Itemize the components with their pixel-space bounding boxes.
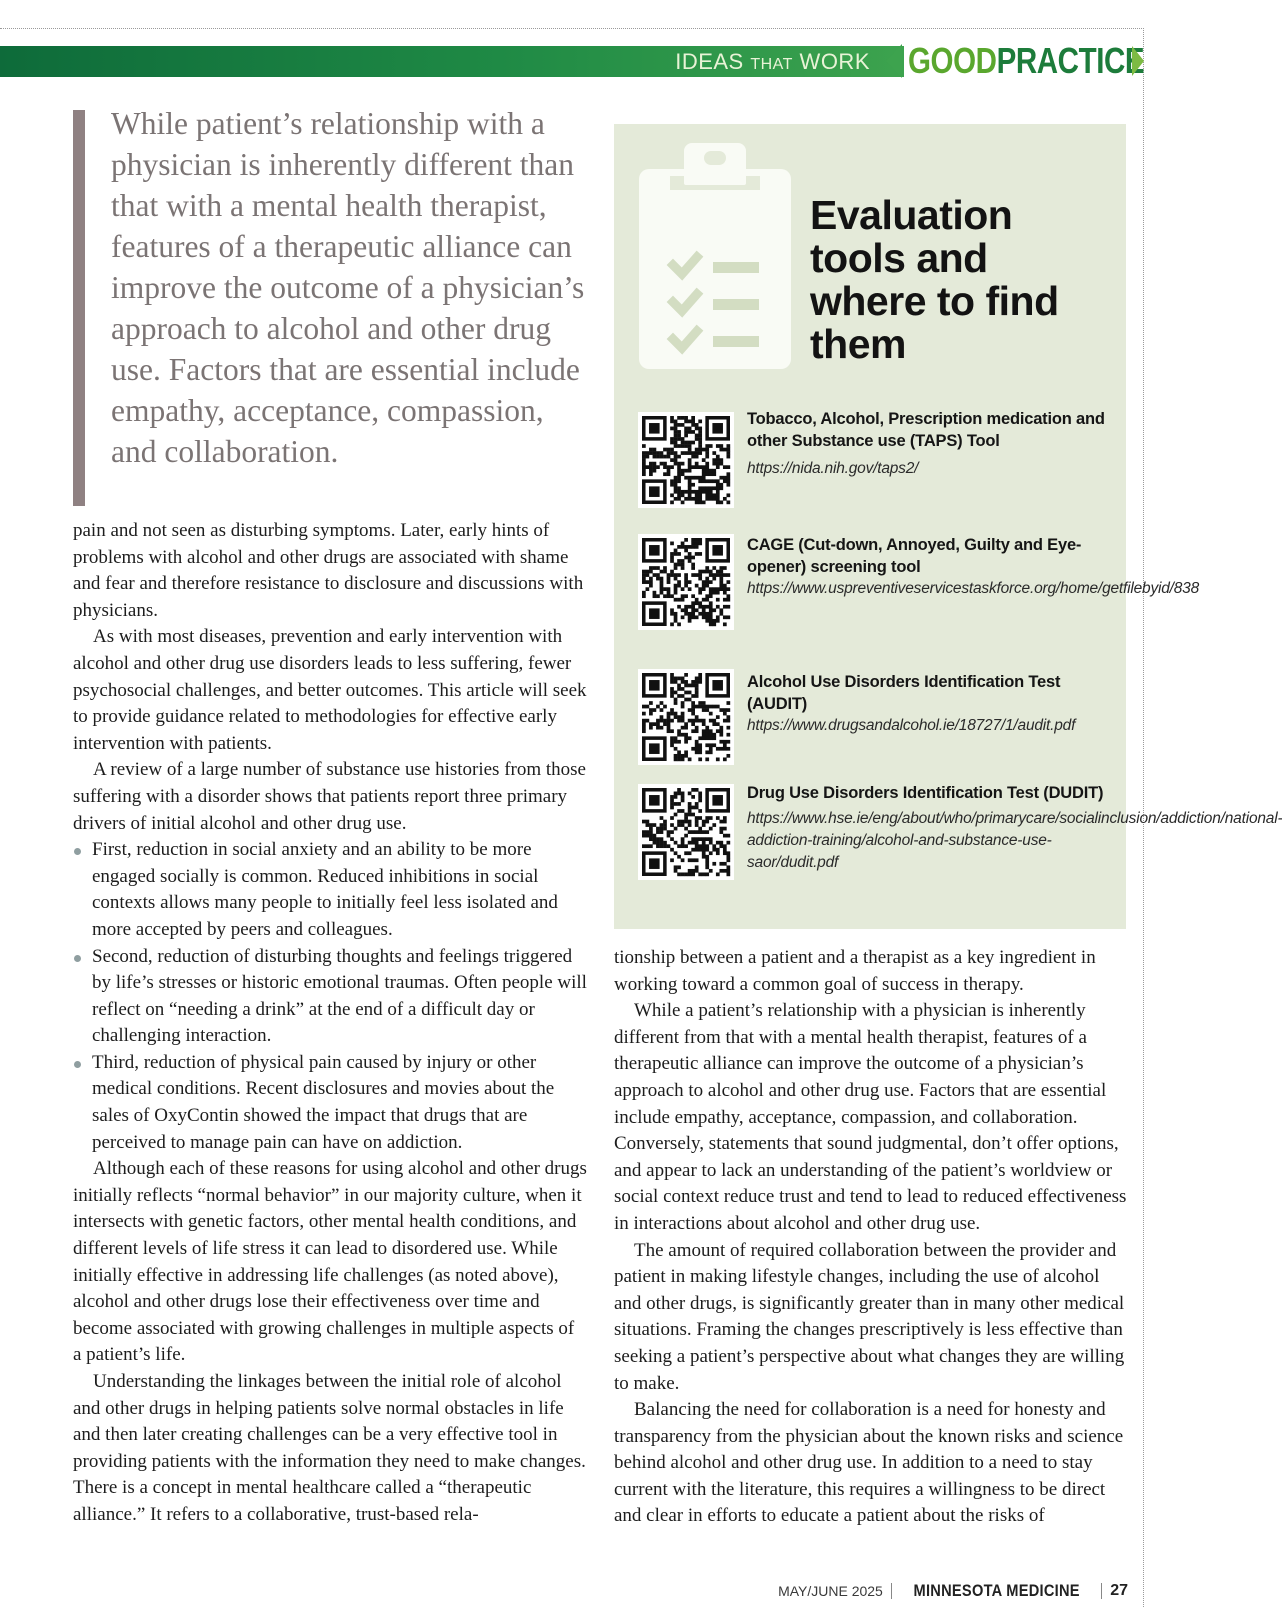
qr-code-icon[interactable]: [638, 534, 734, 630]
pull-quote: While patient’s relationship with a physician is inherently different than that with a mental health therapist, features of a therapeutic alliance can improve the outcome of a physician’s approach to alcohol and other drug use. Factors that are essential include empathy, acceptance, compassion, and collaboration.: [111, 106, 585, 469]
paragraph: While a patient’s relationship with a physician is inherently different from that with a mental health therapist, features of a therapeutic alliance can improve the outcome of a physician’s approach to alcohol and other drug use. Factors that are essential include empathy, acceptance, compassion, and collaboration. Conversely, statements that sound judgmental, don’t offer options, and appear to lack an understanding of the patient’s worldview or social context reduce trust and tend to lead to reduced effectiveness in interactions about alcohol and other drug use.: [614, 1000, 1127, 1234]
band-arrow-icon: [886, 44, 902, 78]
footer-divider: [1101, 1583, 1102, 1599]
list-item-text: First, reduction in social anxiety and an ability to be more engaged socially is common. Reduced inhibitions in social contexts allows many people to initially feel less isolated and more accepted by peers and colleagues.: [92, 839, 558, 940]
paragraph: Understanding the linkages between the initial role of alcohol and other drugs in helping patients solve normal obstacles in life and then later creating challenges can be a very effective tool in providing patients with the information they need to make changes. There is a concept in mental healthcare called a “therapeutic alliance.” It refers to a collaborative, trust-based rela-: [73, 1371, 586, 1525]
paragraph: pain and not seen as disturbing symptoms. Later, early hints of problems with alcohol and other drugs are associated with shame and fear and therefore resistance to disclosure and discussions with physicians.: [73, 520, 584, 621]
evaluation-tools-sidebar: [614, 124, 1282, 929]
section-label-that: THAT: [750, 56, 793, 73]
bullet-icon: [74, 848, 81, 855]
page-number: 27: [1110, 1582, 1128, 1599]
paragraph: Balancing the need for collaboration is a need for honesty and transparency from the physician about the known risks and science behind alcohol and other drug use. In addition to a need to stay current with the literature, this requires a willingness to be direct and clear in efforts to educate a patient about the risks of: [614, 1399, 1124, 1527]
right-column: [614, 945, 1128, 1530]
issue-date: MAY/JUNE 2025: [778, 1583, 883, 1599]
footer-divider: [891, 1583, 892, 1599]
clipboard-checklist-icon: [639, 169, 791, 369]
magazine-name: MINNESOTA MEDICINE: [913, 1581, 1080, 1600]
bullet-icon: [74, 955, 81, 962]
list-item: [73, 944, 587, 1050]
left-column: [73, 518, 587, 1529]
tool-name: Alcohol Use Disorders Identification Test (AUDIT): [747, 673, 1061, 713]
qr-code-icon[interactable]: [638, 412, 734, 508]
list-item: [73, 1050, 587, 1156]
section-brand: [908, 41, 1144, 81]
tool-url-link[interactable]: https://www.drugsandalcohol.ie/18727/1/audit.pdf: [747, 717, 1076, 734]
paragraph: tionship between a patient and a therapist as a key ingredient in working toward a common goal of success in therapy.: [614, 947, 1096, 995]
tool-url-link[interactable]: https://www.hse.ie/eng/about/who/primarycare/socialinclusion/addiction/national-addiction-training/alcohol-and-substance-use-saor/dudit.pdf: [747, 810, 1282, 871]
list-item: [73, 837, 587, 943]
tool-name: CAGE (Cut-down, Annoyed, Guilty and Eye-opener) screening tool: [747, 536, 1082, 576]
top-border: [0, 28, 1142, 29]
paragraph: As with most diseases, prevention and early intervention with alcohol and other drug use disorders leads to less suffering, fewer psychosocial challenges, and better outcomes. This article will seek to provide guidance related to methodologies for effective early intervention with patients.: [73, 626, 587, 754]
tool-name: Drug Use Disorders Identification Test (DUDIT): [747, 784, 1104, 802]
section-label-work: WORK: [792, 49, 870, 74]
qr-code-icon[interactable]: [638, 784, 734, 880]
qr-code-icon[interactable]: [638, 669, 734, 765]
tool-url-link[interactable]: https://nida.nih.gov/taps2/: [747, 460, 919, 477]
tool-url-link[interactable]: https://www.uspreventiveservicestaskforce.org/home/getfilebyid/838: [747, 580, 1200, 597]
drivers-list: [73, 837, 587, 1156]
pull-quote-bar: [73, 110, 85, 506]
brand-good: GOOD: [908, 40, 997, 81]
section-label: [675, 48, 870, 79]
bullet-icon: [74, 1061, 81, 1068]
section-label-ideas: IDEAS: [675, 49, 751, 74]
paragraph: Although each of these reasons for using alcohol and other drugs initially reflects “normal behavior” in our majority culture, when it intersects with genetic factors, other mental health conditions, and different levels of life stress it can lead to disordered use. While initially effective in addressing life challenges (as noted above), alcohol and other drugs lose their effectiveness over time and become associated with growing challenges in multiple aspects of a patient’s life.: [73, 1158, 587, 1366]
page-footer: [778, 1581, 1128, 1601]
brand-practice: PRACTICE: [996, 40, 1145, 81]
brand-tip-icon: [1132, 46, 1144, 76]
list-item-text: Third, reduction of physical pain caused by injury or other medical conditions. Recent disclosures and movies about the sales of OxyContin showed the impact that drugs that are perceived to manage pain can have on addiction.: [92, 1051, 555, 1153]
sidebar-title: Evaluation tools and where to find them: [810, 192, 1059, 367]
list-item-text: Second, reduction of disturbing thoughts and feelings triggered by life’s stresses or historic emotional traumas. Often people will reflect on “needing a drink” at the end of a difficult day or challenging interaction.: [92, 945, 587, 1047]
paragraph: A review of a large number of substance use histories from those suffering with a disorder shows that patients report three primary drivers of initial alcohol and other drug use.: [73, 759, 586, 834]
tool-name: Tobacco, Alcohol, Prescription medication and other Substance use (TAPS) Tool: [747, 410, 1105, 450]
paragraph: The amount of required collaboration between the provider and patient in making lifestyle changes, including the use of alcohol and other drugs, is significantly greater than in many other medical situations. Framing the changes prescriptively is less effective than seeking a patient’s perspective about what changes they are willing to make.: [614, 1239, 1125, 1394]
